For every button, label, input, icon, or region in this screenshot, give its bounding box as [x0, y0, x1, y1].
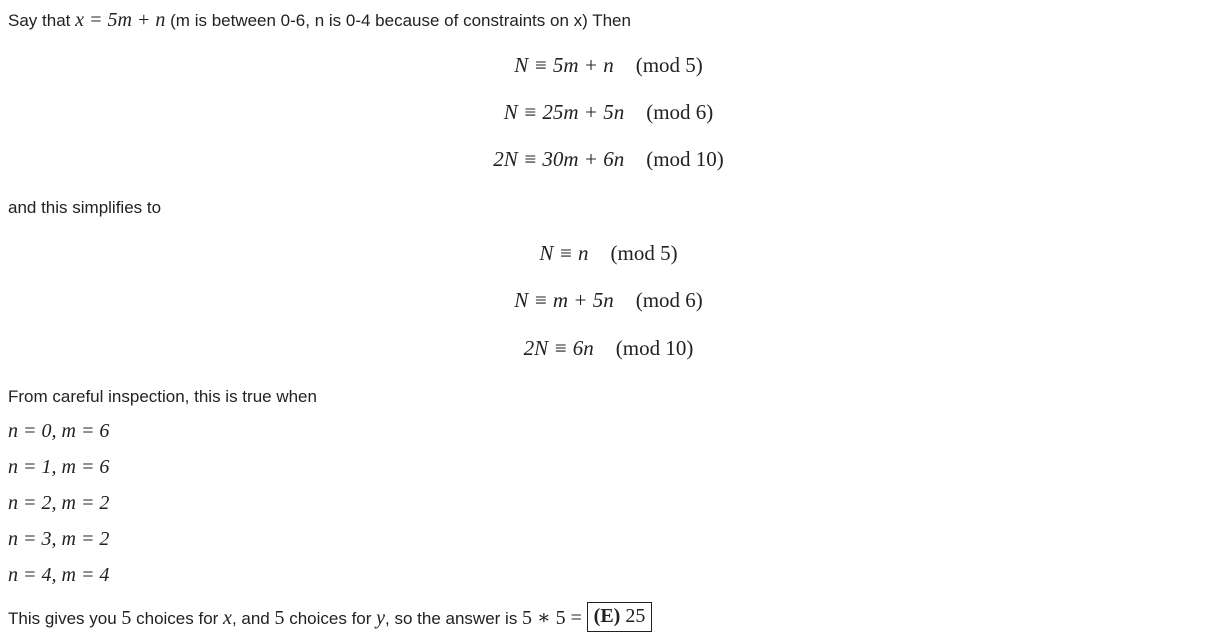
solution-line: n = 0, m = 6 — [8, 420, 110, 442]
equation-row — [0, 288, 1217, 313]
conclusion-math: 5 ∗ 5 = — [522, 607, 582, 629]
intro-text-a: Say that — [8, 11, 76, 30]
equation-lhs: N ≡ 5m + n — [514, 53, 614, 77]
intro-text-b: (m is between 0-6, n is 0-4 because of constraints on x) Then — [165, 11, 631, 30]
equation-lhs: N ≡ n — [539, 241, 589, 265]
equation-row — [0, 241, 1217, 266]
answer-box — [587, 602, 653, 632]
equation-mod: (mod 10) — [615, 336, 694, 360]
conclusion-text: , and — [231, 609, 275, 628]
equation-mod: (mod 5) — [635, 53, 703, 77]
conclusion-text: choices for — [284, 609, 377, 628]
conclusion-text: , so the answer is — [385, 609, 523, 628]
equation-mod: (mod 10) — [646, 147, 724, 171]
equation-mod: (mod 6) — [635, 288, 703, 312]
inspection-text: From careful inspection, this is true when — [8, 387, 317, 406]
intro-line — [8, 9, 631, 32]
equation-row — [0, 336, 1217, 361]
equation-mod: (mod 6) — [646, 100, 714, 124]
solution-line: n = 3, m = 2 — [8, 528, 110, 550]
equation-lhs: 2N ≡ 6n — [523, 336, 594, 360]
simplify-text: and this simplifies to — [8, 198, 162, 217]
equation-row — [0, 147, 1217, 172]
answer-letter: (E) — [593, 604, 621, 627]
intro-math: x = 5m + n — [75, 9, 166, 31]
conclusion-math: 5 — [121, 607, 132, 629]
solution-line: n = 1, m = 6 — [8, 456, 110, 478]
equation-row — [0, 100, 1217, 125]
solution-line: n = 2, m = 2 — [8, 492, 110, 514]
conclusion-text: This gives you — [8, 609, 122, 628]
equation-lhs: N ≡ 25m + 5n — [503, 100, 625, 124]
conclusion-math: y — [376, 607, 386, 629]
answer-value: 25 — [625, 604, 646, 627]
equation-mod: (mod 5) — [610, 241, 678, 265]
equation-row — [0, 53, 1217, 78]
conclusion-line — [8, 605, 652, 632]
equation-lhs: N ≡ m + 5n — [514, 288, 614, 312]
conclusion-math: x — [223, 607, 232, 629]
conclusion-math: 5 — [274, 607, 285, 629]
conclusion-text: choices for — [131, 609, 224, 628]
solution-line: n = 4, m = 4 — [8, 564, 110, 586]
equation-lhs: 2N ≡ 30m + 6n — [493, 147, 625, 171]
